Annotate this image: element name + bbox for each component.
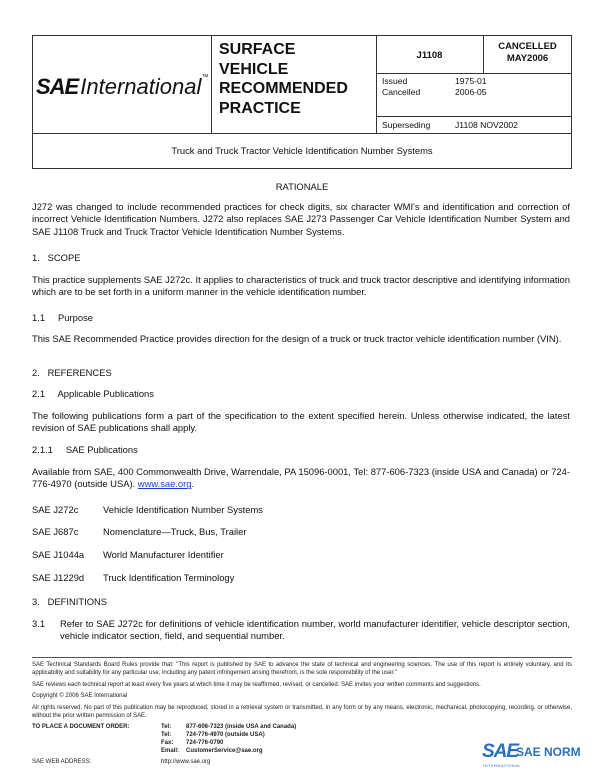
order-label: TO PLACE A DOCUMENT ORDER: (32, 724, 130, 730)
sae-norm-watermark (482, 741, 594, 771)
superseding-value: J1108 NOV2002 (455, 120, 518, 130)
doc-type (219, 40, 348, 118)
reference-code: SAE J1044a (32, 549, 85, 560)
reference-title: Truck Identification Terminology (103, 572, 235, 583)
superseding-label: Superseding (382, 120, 431, 130)
web-value[interactable]: http://www.sae.org (161, 759, 211, 765)
section-3-1-number: 3.1 (32, 618, 46, 629)
rationale-text: J272 was changed to include recommended practices for check digits, six character WMI's and identification and correction of incorrect Vehicle Identification Numbers. J272 also replaces SAE J273 Passenger Car Vehicle Identification Number System and SAE J1108 Truck and Truck Tractor Vehicle Identification Number Systems. (32, 201, 570, 237)
fax-label: Fax: (161, 740, 174, 746)
section-1-heading: 1. SCOPE (32, 252, 81, 263)
tel2-value: 724-776-4970 (outside USA) (186, 732, 265, 738)
section-1-1-text: This SAE Recommended Practice provides direction for the design of a truck or truck tractor vehicle identification number (VIN). (32, 333, 562, 344)
section-2-1-1-text (32, 466, 570, 491)
document-title: Truck and Truck Tractor Vehicle Identification Number Systems (171, 145, 433, 156)
web-label: SAE WEB ADDRESS: (32, 759, 92, 765)
doc-type-line2: VEHICLE (219, 60, 289, 78)
doc-number: J1108 (416, 50, 443, 61)
footer-rule (32, 657, 572, 658)
sae-website-link-period: . (191, 478, 195, 490)
cancelled-label: Cancelled (382, 87, 421, 97)
section-3-heading: 3. DEFINITIONS (32, 596, 108, 607)
fax-value: 724-776-0790 (186, 740, 224, 746)
section-1-1-heading: 1.1 Purpose (32, 312, 93, 323)
sae-logo-mark: SAE (36, 74, 79, 99)
tel1-value: 877-606-7323 (inside USA and Canada) (186, 724, 297, 730)
header-title-divider (32, 133, 572, 134)
status-line1: CANCELLED (498, 41, 557, 52)
email-label: Email: (161, 748, 180, 754)
doc-type-line4: PRACTICE (219, 99, 301, 117)
section-2-1-1-heading: 2.1.1 SAE Publications (32, 444, 138, 455)
reference-code: SAE J687c (32, 526, 79, 537)
cancelled-value: 2006-05 (455, 87, 487, 97)
issued-value: 1975-01 (455, 76, 487, 86)
section-3-1-text: Refer to SAE J272c for definitions of vehicle identification number, world manufacturer identifier, vehicle descriptor section, vehicle indicator section, field, and sequential number. (60, 618, 570, 642)
doc-type-line1: SURFACE (219, 41, 296, 58)
footer-rights: All rights reserved. No part of this publication may be reproduced, stored in a retrieval system or transmitted, in any form or by any means, electronic, mechanical, photocopying, recording, or otherwise, without the prior written permission of SAE. (32, 705, 572, 719)
watermark-sub: INTERNATIONAL (483, 763, 522, 768)
doc-type-line3: RECOMMENDED (219, 80, 348, 97)
header-divider-logo (211, 35, 212, 133)
issued-label: Issued (382, 76, 408, 86)
section-2-1-text: The following publications form a part of the specification to the extent specified herein. Unless otherwise indicated, the latest revision of SAE publications shall apply. (32, 410, 570, 434)
email-value[interactable]: CustomerService@sae.org (186, 748, 263, 754)
footer-review-note: SAE reviews each technical report at least every five years at which time it may be reaffirmed, revised, or cancelled. SAE invites your written comments and suggestions. (32, 682, 481, 688)
header-divider-row2 (376, 116, 572, 117)
tel1-label: Tel: (161, 724, 172, 730)
reference-title: Nomenclature—Truck, Bus, Trailer (103, 526, 247, 537)
reference-title: Vehicle Identification Number Systems (103, 504, 263, 515)
rationale-heading: RATIONALE (275, 181, 329, 192)
reference-code: SAE J1229d (32, 572, 85, 583)
section-2-heading: 2. REFERENCES (32, 367, 112, 378)
status-block (483, 41, 572, 65)
watermark-sae-norm-text: SAE NORM (516, 745, 581, 759)
reference-title: World Manufacturer Identifier (103, 549, 224, 560)
watermark-sae-mark: SAE (482, 741, 519, 762)
header-divider-row1 (376, 73, 572, 74)
reference-code: SAE J272c (32, 504, 79, 515)
section-1-text: This practice supplements SAE J272c. It applies to characteristics of truck and truck tractor descriptive and identifying information which are to be set forth in a uniform manner in the vehicle identification number. (32, 274, 570, 298)
sae-logo: SAEInternational™ (36, 74, 209, 99)
section-2-1-heading: 2.1 Applicable Publications (32, 388, 154, 399)
footer-disclaimer: SAE Technical Standards Board Rules provide that: "This report is published by SAE to advance the state of technical and engineering sciences. The use of this report is entirely voluntary, and its applicability and suitability for any particular use, including any patent infringement arising therefrom, is the sole responsibility of the user." (32, 662, 572, 676)
tel2-label: Tel: (161, 732, 172, 738)
section-2-1-1-body: Available from SAE, 400 Commonwealth Drive, Warrendale, PA 15096-0001, Tel: 877-606-7323 (inside USA and Canada) or 724-776-4970 (outside USA). (32, 466, 570, 490)
status-line2: MAY2006 (506, 53, 549, 64)
sae-website-link[interactable]: www.sae.org (137, 478, 192, 490)
footer-copyright: Copyright © 2006 SAE International (32, 693, 128, 699)
sae-logo-wordmark: International (80, 74, 202, 99)
